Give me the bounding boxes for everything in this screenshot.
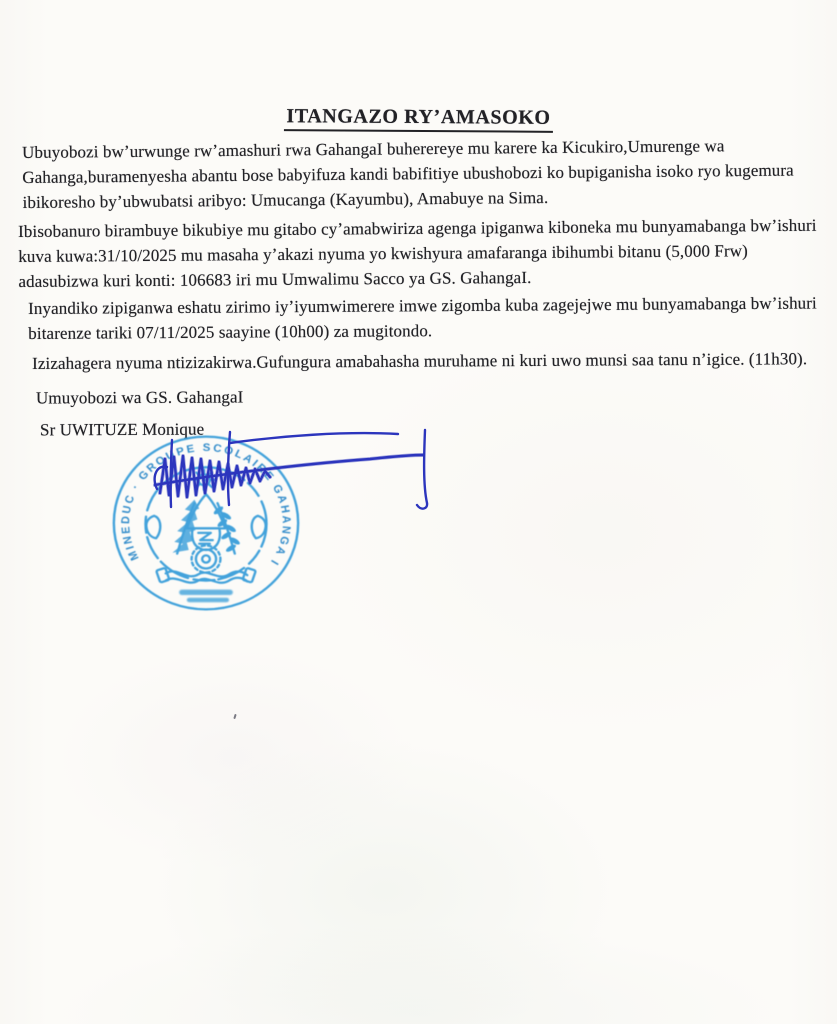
text-line: kuva kuwa:31/10/2025 mu masaha y’akazi nyuma yo kwishyura amafaranga ibihumbi bitanu (5,000 Frw)	[18, 241, 748, 266]
signature-scribble	[140, 415, 460, 520]
tender-intro-paragraph	[22, 133, 794, 215]
opening-paragraph	[32, 346, 807, 376]
ink-speck	[233, 714, 236, 719]
signatory-role-line: Umuyobozi wa GS. GahangaI	[35, 387, 244, 408]
text-line: adasubizwa kuri konti: 106683 iri mu Umwalimu Sacco ya GS. GahangaI.	[18, 267, 532, 291]
signatory-name-line: Sr UWITUZE Monique	[39, 419, 205, 440]
stamp-bottom-mark	[179, 590, 233, 603]
bid-details-paragraph	[18, 213, 817, 294]
gear-icon	[192, 546, 221, 573]
text-line: Ibisobanuro birambuye bikubiye mu gitabo cy’amabwiriza agenga ipiganwa kiboneka mu bunyamabanga bw’ishuri	[18, 215, 817, 241]
text-line: Inyandiko zipiganwa eshatu zirimo iy’iyumwimerere imwe zigomba kuba zagejejwe mu bunyamabanga bw’ishuri	[28, 293, 817, 318]
submission-paragraph	[28, 290, 817, 346]
text-line: ibikoresho by’ubwubatsi aribyo: Umucanga (Kayumbu), Amabuye na Sima.	[22, 187, 549, 212]
text-line: Gahanga,buramenyesha abantu bose babyifuza kandi babifitiye ubushobozi ko bupiganisha isoko ryo kugemura	[22, 160, 794, 187]
text-line: bitarenze tariki 07/11/2025 saayine (10h00) za mugitondo.	[28, 321, 433, 343]
document-title: ITANGAZO RY’AMASOKO	[284, 105, 552, 133]
text-line: Izizahagera nyuma ntizizakirwa.Gufungura amabahasha muruhame ni kuri uwo munsi saa tanu n’igice. (11h30).	[32, 349, 808, 373]
stamp-ring-text: MINEDUC · GROUPE SCOLAIRE GAHANGA I	[119, 442, 293, 569]
text-line: Ubuyobozi bw’urwunge rw’amashuri rwa GahangaI buherereye mu karere ka Kicukiro,Umurenge wa	[22, 136, 725, 162]
document-title-row	[0, 103, 837, 134]
